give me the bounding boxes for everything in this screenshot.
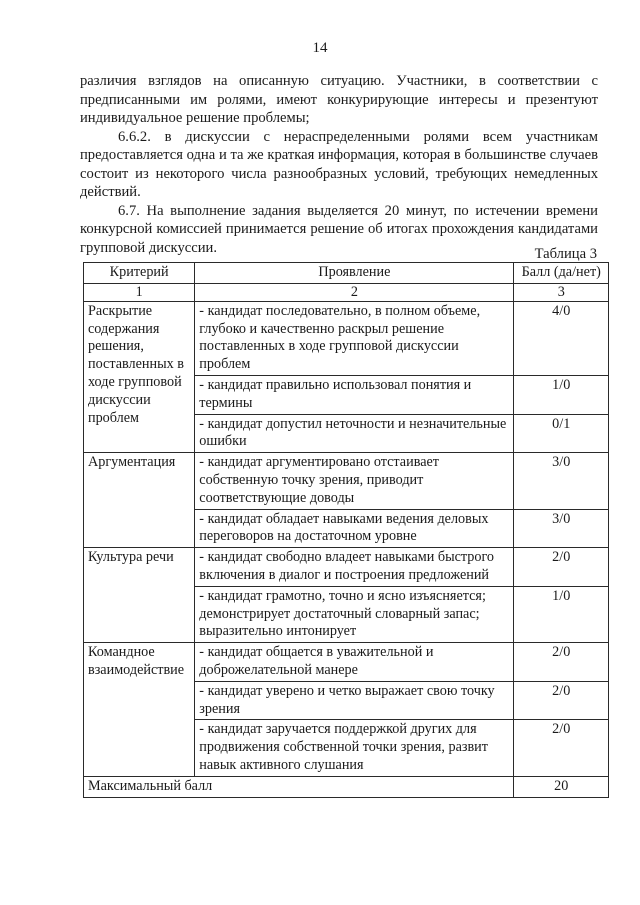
column-number: 1 <box>84 283 195 301</box>
score-cell: 2/0 <box>514 681 609 720</box>
score-cell: 3/0 <box>514 453 609 509</box>
score-cell: 1/0 <box>514 375 609 414</box>
manifestation-cell: - кандидат последовательно, в полном объеме, глубоко и качественно раскрыл решение поставленных в ходе групповой дискуссии проблем <box>195 301 514 375</box>
table-row <box>84 548 609 587</box>
body-text <box>80 72 598 257</box>
criterion-cell: Аргументация <box>84 453 195 548</box>
column-number-row <box>84 283 609 301</box>
total-label: Максимальный балл <box>84 776 514 797</box>
paragraph-continuation: различия взглядов на описанную ситуацию. Участники, в соответствии с предписанными им ролями, имеют конкурирующие интересы и презентуют индивидуальное решение проблемы; <box>80 73 598 126</box>
paragraph-6-7: 6.7. На выполнение задания выделяется 20 минут, по истечении времени конкурсной комиссией принимается решение об итогах прохождения кандидатами групповой дискуссии. <box>80 202 598 256</box>
score-cell: 4/0 <box>514 301 609 375</box>
score-cell: 2/0 <box>514 643 609 682</box>
manifestation-cell: - кандидат общается в уважительной и доброжелательной манере <box>195 643 514 682</box>
table-row <box>84 301 609 375</box>
manifestation-cell: - кандидат свободно владеет навыками быстрого включения в диалог и построения предложений <box>195 548 514 587</box>
column-number: 2 <box>195 283 514 301</box>
table-row <box>84 643 609 682</box>
score-cell: 0/1 <box>514 414 609 453</box>
header-manifestation: Проявление <box>195 263 514 284</box>
manifestation-cell: - кандидат правильно использовал понятия и термины <box>195 375 514 414</box>
header-score: Балл (да/нет) <box>514 263 609 284</box>
manifestation-cell: - кандидат обладает навыками ведения деловых переговоров на достаточном уровне <box>195 509 514 548</box>
paragraph-6-6-2: 6.6.2. в дискуссии с нераспределенными ролями всем участникам предоставляется одна и та же краткая информация, которая в большинстве случаев состоит из некоторого числа разнообразных условий, требующих немедленных действий. <box>80 128 598 200</box>
manifestation-cell: - кандидат допустил неточности и незначительные ошибки <box>195 414 514 453</box>
table-row <box>84 453 609 509</box>
criterion-cell: Раскрытие содержания решения, поставленных в ходе групповой дискуссии проблем <box>84 301 195 452</box>
criterion-cell: Культура речи <box>84 548 195 643</box>
criterion-cell: Командное взаимодействие <box>84 643 195 777</box>
score-cell: 3/0 <box>514 509 609 548</box>
score-cell: 2/0 <box>514 720 609 776</box>
page-number: 14 <box>312 40 328 56</box>
column-number: 3 <box>514 283 609 301</box>
manifestation-cell: - кандидат аргументировано отстаивает собственную точку зрения, приводит соответствующие доводы <box>195 453 514 509</box>
score-cell: 1/0 <box>514 586 609 642</box>
score-cell: 2/0 <box>514 548 609 587</box>
header-criterion: Критерий <box>84 263 195 284</box>
manifestation-cell: - кандидат грамотно, точно и ясно изъясняется; демонстрирует достаточный словарный запас; выразительно интонирует <box>195 586 514 642</box>
table-header-row <box>84 263 609 284</box>
table-caption: Таблица 3 <box>534 246 597 262</box>
manifestation-cell: - кандидат уверено и четко выражает свою точку зрения <box>195 681 514 720</box>
manifestation-cell: - кандидат заручается поддержкой других для продвижения собственной точки зрения, развит навык активного слушания <box>195 720 514 776</box>
criteria-table <box>83 262 609 798</box>
total-row <box>84 776 609 797</box>
total-value: 20 <box>514 776 609 797</box>
